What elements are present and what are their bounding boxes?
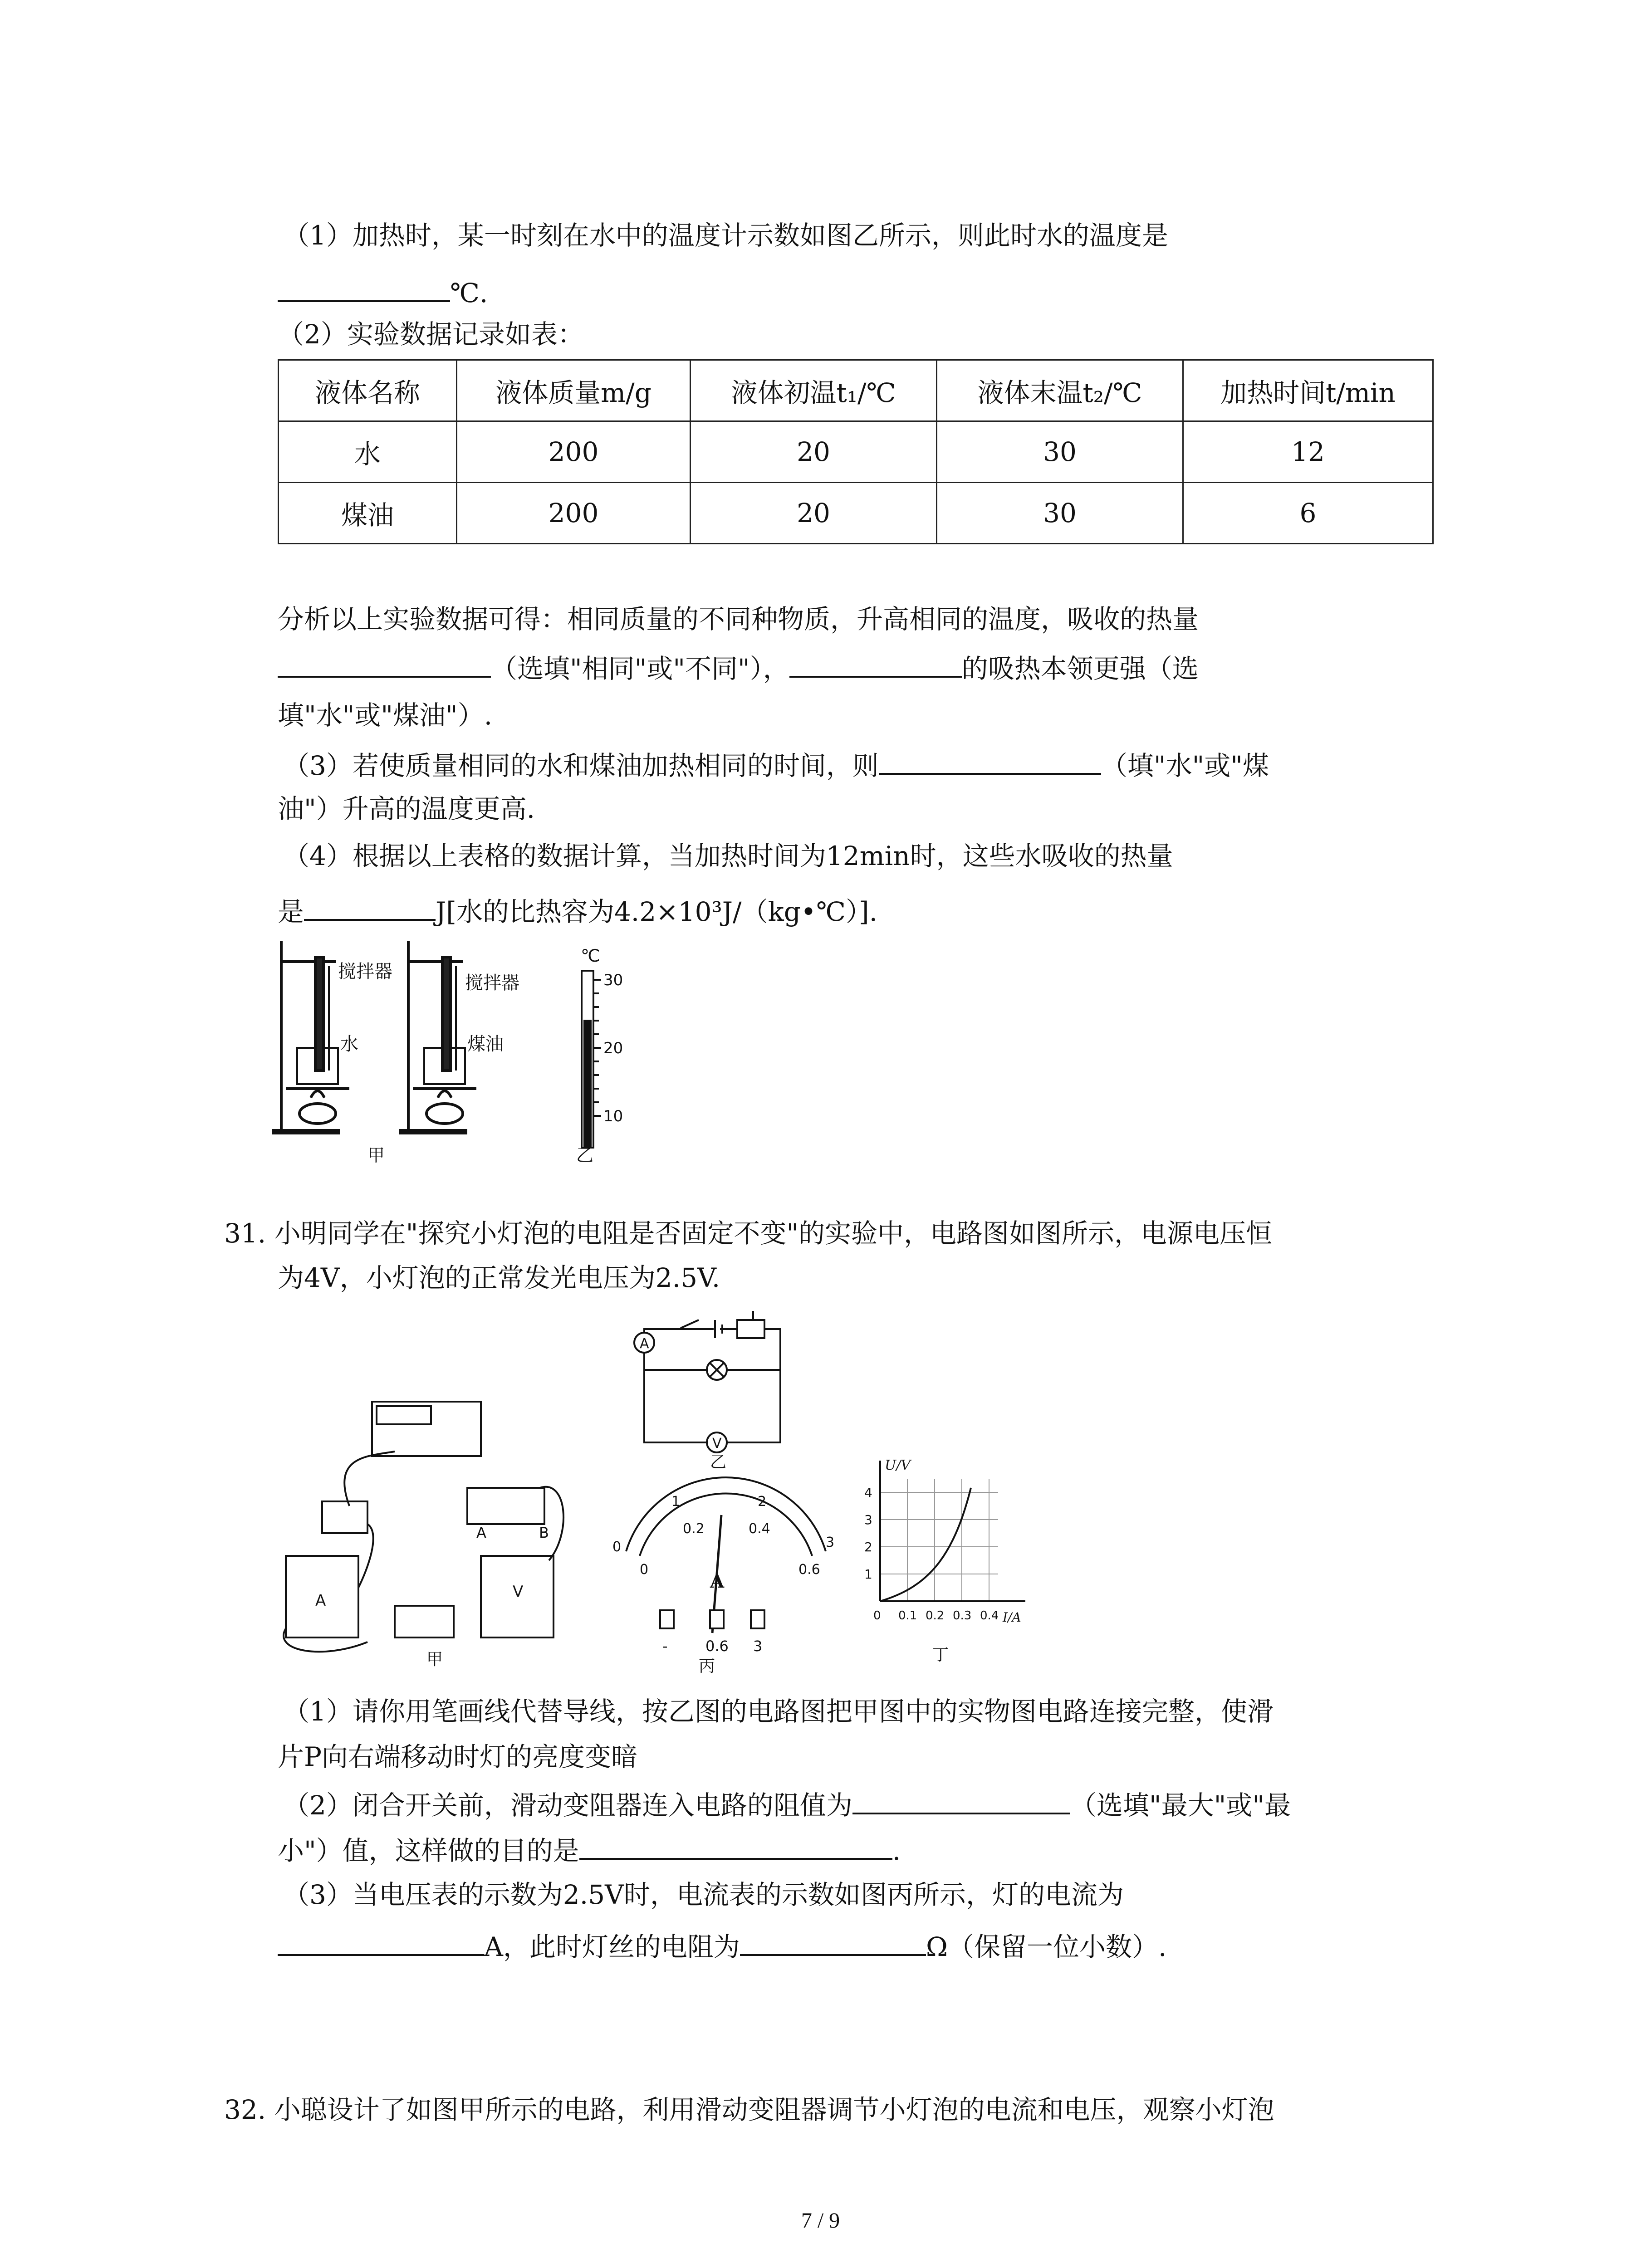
stirrer-label-2: 搅拌器 [465, 973, 519, 993]
q30-part4-text2b: J[水的比热容为4.2×10³J/（kg•℃）]. [436, 896, 878, 927]
q30-part1-line1: （1）加热时，某一时刻在水中的温度计示数如图乙所示，则此时水的温度是 [283, 220, 1168, 251]
q30-analysis-line2 [278, 653, 1199, 682]
water-label: 水 [340, 1034, 358, 1055]
thermometer-10: 10 [603, 1107, 623, 1125]
graph-x-tick: 0.3 [953, 1609, 972, 1623]
q31-physical-circuit [277, 1397, 603, 1669]
q32-line1: 32. 小聪设计了如图甲所示的电路，利用滑动变阻器调节小灯泡的电流和电压，观察小灯泡 [224, 2094, 1274, 2125]
figure-label-bing: 丙 [699, 1657, 715, 1674]
table-header-cell: 液体末温t₂/℃ [937, 360, 1183, 421]
apparatus-right [399, 941, 476, 1132]
dial-bottom-tick: 0.6 [798, 1562, 820, 1578]
q31-line1: 31. 小明同学在"探究小灯泡的电阻是否固定不变"的实验中，电路图如图所示，电源电压恒 [224, 1218, 1273, 1249]
q31-part3-blank2[interactable] [740, 1931, 926, 1956]
dial-top-tick: 1 [671, 1494, 681, 1510]
graph-x-tick: 0 [873, 1609, 881, 1623]
q31-ammeter-dial [608, 1465, 844, 1674]
graph-x-tick: 0.2 [926, 1609, 945, 1623]
dial-bottom-tick: 0.2 [683, 1521, 705, 1537]
q30-part1-answer-line [278, 278, 488, 306]
graph-y-tick: 2 [864, 1540, 872, 1554]
q31-part3-line2 [278, 1931, 1166, 1960]
figure-label-yi: 乙 [576, 1145, 594, 1165]
q30-part3-line2: 油"）升高的温度更高. [278, 793, 535, 824]
dial-top-tick: 3 [826, 1535, 835, 1550]
dial-bottom-tick: 0.4 [749, 1521, 770, 1537]
q31-part2-text2a: 小"）值，这样做的目的是 [278, 1835, 579, 1866]
table-row [279, 421, 1433, 483]
thermometer [582, 971, 601, 1148]
graph-x-label: I/A [1003, 1610, 1021, 1625]
kerosene-label: 煤油 [467, 1034, 504, 1055]
q30-analysis-line1: 分析以上实验数据可得：相同质量的不同种物质，升高相同的温度，吸收的热量 [278, 604, 1199, 635]
q30-part3-blank[interactable] [879, 750, 1101, 775]
q31-part1-line2: 片P向右端移动时灯的亮度变暗 [278, 1741, 638, 1772]
q30-part3-text1b: （填"水"或"煤 [1101, 750, 1269, 781]
dial-terminal-label: 0.6 [705, 1637, 729, 1655]
table-cell: 12 [1183, 421, 1433, 483]
graph-x-tick: 0.1 [898, 1609, 917, 1623]
table-cell: 30 [937, 421, 1183, 483]
table-header-row [279, 360, 1433, 421]
q31-part2-text1a: （2）闭合开关前，滑动变阻器连入电路的阻值为 [283, 1790, 852, 1821]
q31-part2-line2 [278, 1835, 901, 1864]
q31-ui-graph [853, 1452, 1043, 1674]
dial-unit: A [710, 1571, 725, 1592]
table-cell: 200 [457, 483, 691, 544]
q30-analysis-text2b: 的吸热本领更强（选 [961, 653, 1199, 684]
q30-part4-line1: （4）根据以上表格的数据计算，当加热时间为12min时，这些水吸收的热量 [283, 841, 1173, 871]
q31-line2: 为4V，小灯泡的正常发光电压为2.5V. [278, 1262, 720, 1293]
q31-part3-blank1[interactable] [278, 1931, 484, 1956]
q30-part1-unit: ℃. [450, 278, 488, 308]
table-row [279, 483, 1433, 544]
terminal-a-label: A [476, 1524, 486, 1541]
q30-part3-text1: （3）若使质量相同的水和煤油加热相同的时间，则 [283, 750, 879, 781]
graph-y-tick: 4 [864, 1485, 872, 1500]
q31-part2-blank2[interactable] [579, 1835, 892, 1860]
q31-part3-text2b: Ω（保留一位小数）. [926, 1931, 1167, 1962]
q31-part2-text1b: （选填"最大"或"最 [1070, 1790, 1291, 1821]
q30-analysis-blank2[interactable] [789, 653, 962, 678]
q30-analysis-text2a: （选填"相同"或"不同"）， [491, 653, 789, 684]
stirrer-label-1: 搅拌器 [338, 961, 392, 982]
q31-part2-blank1[interactable] [852, 1790, 1070, 1814]
table-header-cell: 加热时间t/min [1183, 360, 1433, 421]
table-cell: 6 [1183, 483, 1433, 544]
q30-part3-line1 [283, 750, 1269, 779]
q30-part2: （2）实验数据记录如表： [278, 319, 584, 350]
circuit-ammeter-symbol: A [640, 1336, 649, 1352]
q30-part1-blank[interactable] [278, 278, 450, 302]
q31-part3-text2a: A，此时灯丝的电阻为 [484, 1931, 740, 1962]
q31-part2-text2b: . [892, 1835, 901, 1866]
q30-analysis-line3: 填"水"或"煤油"）. [278, 700, 493, 731]
q30-part4-line2 [278, 896, 877, 925]
graph-y-tick: 1 [864, 1567, 872, 1582]
dial-bottom-tick: 0 [640, 1562, 649, 1578]
table-cell: 煤油 [279, 483, 457, 544]
graph-x-tick: 0.4 [980, 1609, 999, 1623]
figure-label-ding: 丁 [932, 1646, 949, 1664]
thermometer-30: 30 [603, 971, 623, 989]
page-number: 7 / 9 [801, 2209, 840, 2233]
dial-top-tick: 0 [612, 1539, 622, 1555]
q31-part1-line1: （1）请你用笔画线代替导线，按乙图的电路图把甲图中的实物图电路连接完整，使滑 [283, 1696, 1274, 1727]
q30-analysis-blank1[interactable] [278, 653, 491, 678]
dial-terminal-label: 3 [753, 1637, 763, 1655]
table-cell: 200 [457, 421, 691, 483]
figure-label-jia: 甲 [426, 1650, 443, 1669]
table-cell: 20 [691, 421, 937, 483]
thermometer-unit: ℃ [581, 946, 600, 966]
physical-meter-v: V [513, 1583, 524, 1601]
dial-top-tick: 2 [758, 1494, 767, 1510]
graph-y-label: U/V [885, 1457, 911, 1473]
thermometer-20: 20 [603, 1039, 623, 1057]
table-header-cell: 液体质量m/g [457, 360, 691, 421]
q31-circuit-diagram [626, 1306, 808, 1470]
q30-part4-blank[interactable] [304, 896, 436, 921]
table-header-cell: 液体初温t₁/℃ [691, 360, 937, 421]
graph-y-tick: 3 [864, 1512, 872, 1527]
table-cell: 20 [691, 483, 937, 544]
figure-label-yi: 乙 [710, 1453, 727, 1470]
figure-label-jia: 甲 [367, 1145, 385, 1165]
physical-meter-a: A [315, 1592, 326, 1610]
q31-part2-line1 [283, 1790, 1291, 1821]
circuit-voltmeter-symbol: V [712, 1436, 722, 1452]
q30-apparatus-figure [272, 934, 635, 1166]
dial-terminal-label: - [662, 1637, 668, 1655]
q31-part3-line1: （3）当电压表的示数为2.5V时，电流表的示数如图丙所示，灯的电流为 [283, 1879, 1124, 1910]
table-header-cell: 液体名称 [279, 360, 457, 421]
q30-data-table [278, 359, 1434, 544]
table-cell: 30 [937, 483, 1183, 544]
table-cell: 水 [279, 421, 457, 483]
terminal-b-label: B [539, 1524, 549, 1541]
q30-part4-text2a: 是 [278, 896, 304, 927]
